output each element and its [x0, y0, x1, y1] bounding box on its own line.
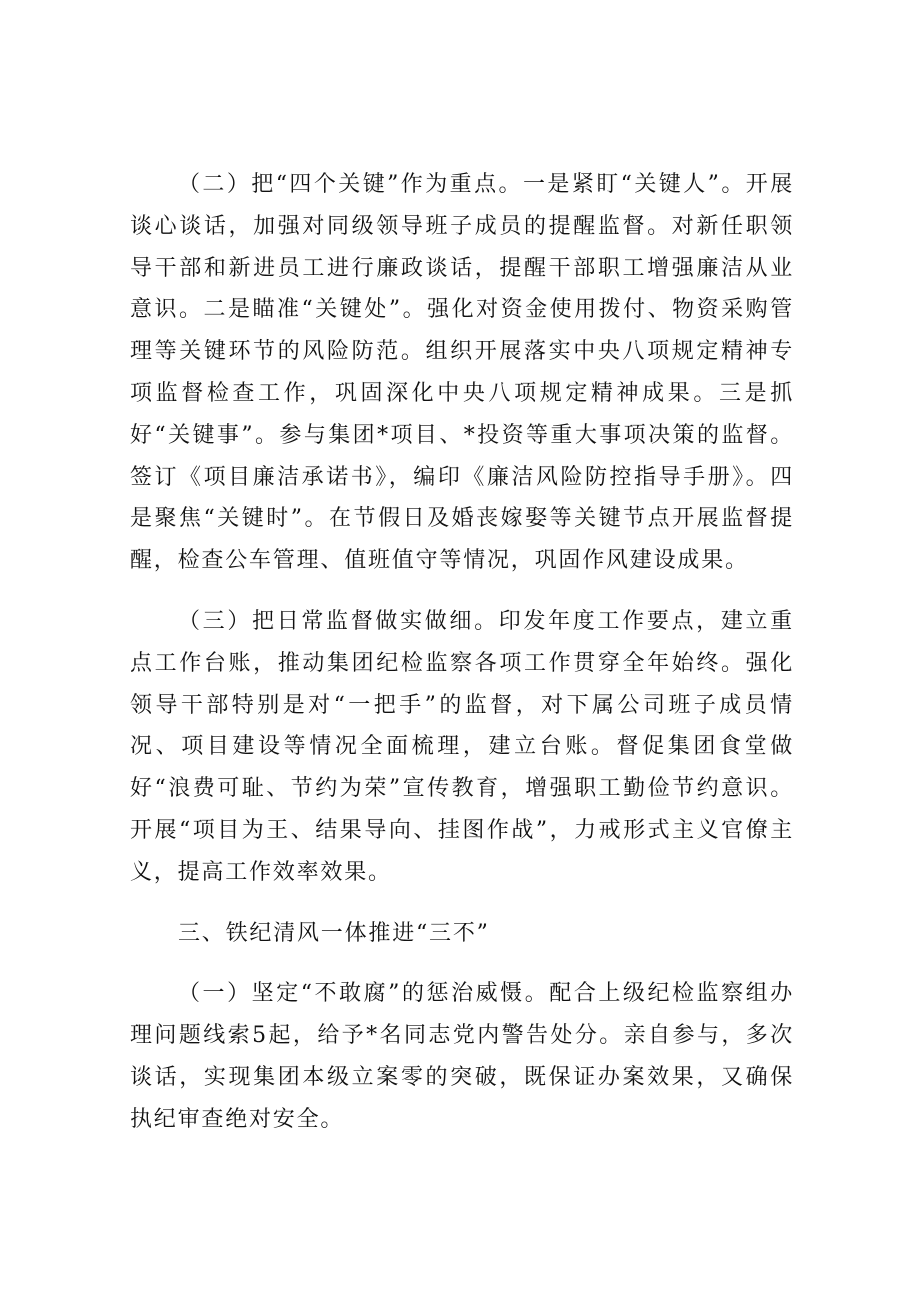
- paragraph-section-three: （三）把日常监督做实做细。印发年度工作要点，建立重点工作台账，推动集团纪检监察各项工作贯穿全年始终。强化领导干部特别是对“一把手”的监督，对下属公司班子成员情况、项目建设等情况全面梳理，建立台账。督促集团食堂做好“浪费可耻、节约为荣”宣传教育，增强职工勤俭节约意识。开展“项目为王、结果导向、挂图作战”，力戒形式主义官僚主义，提高工作效率效果。: [130, 608, 794, 885]
- section-heading: 三、铁纪清风一体推进“三不”: [178, 920, 490, 946]
- paragraph-section-two: （二）把“四个关键”作为重点。一是紧盯“关键人”。开展谈心谈话，加强对同级领导班子成员的提醒监督。对新任职领导干部和新进员工进行廉政谈话，提醒干部职工增强廉洁从业意识。二是瞄准“关键处”。强化对资金使用拨付、物资采购管理等关键环节的风险防范。组织开展落实中央八项规定精神专项监督检查工作，巩固深化中央八项规定精神成果。三是抓好“关键事”。参与集团*项目、*投资等重大事项决策的监督。签订《项目廉洁承诺书》，编印《廉洁风险防控指导手册》。四是聚焦“关键时”。在节假日及婚丧嫁娶等关键节点开展监督提醒，检查公车管理、值班值守等情况，巩固作风建设成果。: [130, 172, 794, 574]
- paragraph-subsection-one: （一）坚定“不敢腐”的惩治威慑。配合上级纪检监察组办理问题线索5起，给予*名同志党内警告处分。亲自参与，多次谈话，实现集团本级立案零的突破，既保证办案效果，又确保执纪审查绝对安全。: [130, 981, 794, 1132]
- document-body: [130, 164, 794, 1141]
